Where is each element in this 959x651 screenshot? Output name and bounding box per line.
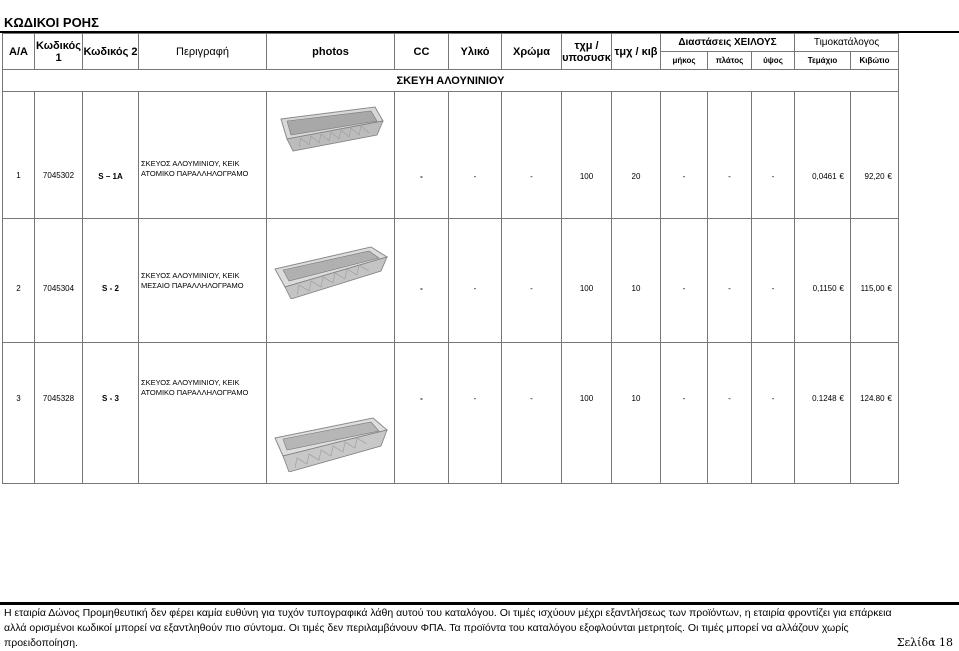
cell-description — [139, 92, 267, 219]
cell-pcs-pack: 100 — [562, 92, 612, 219]
cell-width: - — [708, 343, 752, 484]
col-pcs-pack: τχμ / υποσυσκ — [562, 34, 612, 70]
cell-code2: S - 2 — [83, 219, 139, 343]
cell-photo — [267, 219, 395, 343]
col-photos: photos — [267, 34, 395, 70]
aluminium-tray-image — [277, 105, 385, 153]
description-line-1: ΣΚΕΥΟΣ ΑΛΟΥΜΙΝΙΟΥ, ΚΕΙΚ — [141, 378, 240, 387]
cell-box-price — [851, 343, 899, 484]
price-value: 115,00 — [860, 284, 885, 293]
euro-symbol: € — [839, 393, 844, 403]
cell-description — [139, 219, 267, 343]
description-line-2: ΜΕΣΑΙΟ ΠΑΡΑΛΛΗΛΟΓΡΑΜΟ — [141, 280, 244, 290]
col-color: Χρώμα — [502, 34, 562, 70]
col-height: ύψος — [752, 52, 795, 70]
cell-piece-price — [795, 219, 851, 343]
cell-color: - — [502, 92, 562, 219]
cell-piece-price — [795, 92, 851, 219]
cell-description — [139, 343, 267, 484]
price-value: 0,1150 — [812, 284, 837, 293]
cell-pcs-box: 20 — [612, 92, 661, 219]
page-number: Σελίδα 18 — [896, 636, 953, 649]
cell-width: - — [708, 92, 752, 219]
cell-material: - — [449, 219, 502, 343]
cell-material: - — [449, 343, 502, 484]
cell-pcs-box: 10 — [612, 219, 661, 343]
footer-line-2: αλλά ορισμένοι κωδικοί μπορεί να εξαντληθούν πιο σύντομα. Οι τιμές δεν περιλαμβάνουν ΦΠΑ. Τα προϊόντα του καταλόγου εξοφλούνται μετρητοίς. Οι τιμές μπορεί να αλλάζουν χωρίς — [4, 622, 849, 634]
cell-cc: - — [395, 343, 449, 484]
aluminium-tray-image — [271, 243, 391, 299]
footer-line-1: Η εταιρία Δώνος Προμηθευτική δεν φέρει καμία ευθύνη για τυχόν τυπογραφικά λάθη αυτού του καταλόγου. Οι τιμές ισχύουν μέχρι εξαντλήσεως των προϊόντων, η εταιρία φροντίζει για επάρκεια — [4, 607, 892, 619]
description-line-2: ΑΤΟΜΙΚΟ ΠΑΡΑΛΛΗΛΟΓΡΑΜΟ — [141, 169, 249, 178]
page-title: ΚΩΔΙΚΟΙ ΡΟΗΣ — [4, 15, 99, 30]
euro-symbol: € — [839, 284, 844, 293]
cell-height: - — [752, 92, 795, 219]
cell-material: - — [449, 92, 502, 219]
cell-pcs-pack: 100 — [562, 343, 612, 484]
section-title: ΣΚΕΥΗ ΑΛΟΥΝΙΝΙΟΥ — [3, 70, 899, 92]
aluminium-tray-image — [271, 414, 391, 472]
description-line-2: ΑΤΟΜΙΚΟ ΠΑΡΑΛΛΗΛΟΓΡΑΜΟ — [141, 388, 249, 397]
product-table — [2, 33, 899, 484]
price-value: 0,0461 — [812, 171, 837, 181]
price-value: 124.80 — [860, 393, 885, 403]
col-group-dimensions: Διαστάσεις ΧΕΙΛΟΥΣ — [661, 34, 795, 52]
col-length: μήκος — [661, 52, 708, 70]
cell-box-price — [851, 219, 899, 343]
table-row — [3, 343, 899, 484]
cell-height: - — [752, 219, 795, 343]
cell-aa: 1 — [3, 92, 35, 219]
cell-color: - — [502, 219, 562, 343]
cell-cc: - — [395, 219, 449, 343]
footer-disclaimer — [4, 606, 954, 651]
cell-code1: 7045302 — [35, 92, 83, 219]
cell-length: - — [661, 343, 708, 484]
col-description: Περιγραφή — [139, 34, 267, 70]
col-cc: CC — [395, 34, 449, 70]
description-line-1: ΣΚΕΥΟΣ ΑΛΟΥΜΙΝΙΟΥ, ΚΕΙΚ — [141, 270, 240, 280]
cell-pcs-box: 10 — [612, 343, 661, 484]
table-row — [3, 219, 899, 343]
col-width: πλάτος — [708, 52, 752, 70]
price-value: 92,20 — [864, 171, 885, 181]
cell-piece-price — [795, 343, 851, 484]
euro-symbol: € — [887, 393, 892, 403]
euro-symbol: € — [839, 171, 844, 181]
cell-photo — [267, 343, 395, 484]
cell-code2: S - 3 — [83, 343, 139, 484]
cell-aa: 2 — [3, 219, 35, 343]
table-row — [3, 92, 899, 219]
price-value: 0.1248 — [812, 393, 837, 403]
cell-pcs-pack: 100 — [562, 219, 612, 343]
cell-code2: S – 1A — [83, 92, 139, 219]
col-group-pricelist: Τιμοκατάλογος — [795, 34, 899, 52]
cell-length: - — [661, 219, 708, 343]
col-box: Κιβώτιο — [851, 52, 899, 70]
euro-symbol: € — [887, 171, 892, 181]
description-line-1: ΣΚΕΥΟΣ ΑΛΟΥΜΙΝΙΟΥ, ΚΕΙΚ — [141, 159, 240, 168]
cell-aa: 3 — [3, 343, 35, 484]
col-code1: Κωδικός 1 — [35, 34, 83, 70]
col-material: Υλικό — [449, 34, 502, 70]
cell-cc: - — [395, 92, 449, 219]
col-code2: Κωδικός 2 — [83, 34, 139, 70]
cell-photo — [267, 92, 395, 219]
col-piece: Τεμάχιο — [795, 52, 851, 70]
euro-symbol: € — [887, 284, 892, 293]
cell-width: - — [708, 219, 752, 343]
cell-length: - — [661, 92, 708, 219]
col-pcs-box: τμχ / κιβ — [612, 34, 661, 70]
footer-divider — [0, 602, 959, 605]
cell-code1: 7045304 — [35, 219, 83, 343]
col-aa: Α/Α — [3, 34, 35, 70]
footer-line-3: προειδοποίηση. — [4, 637, 78, 649]
cell-color: - — [502, 343, 562, 484]
cell-box-price — [851, 92, 899, 219]
cell-height: - — [752, 343, 795, 484]
cell-code1: 7045328 — [35, 343, 83, 484]
